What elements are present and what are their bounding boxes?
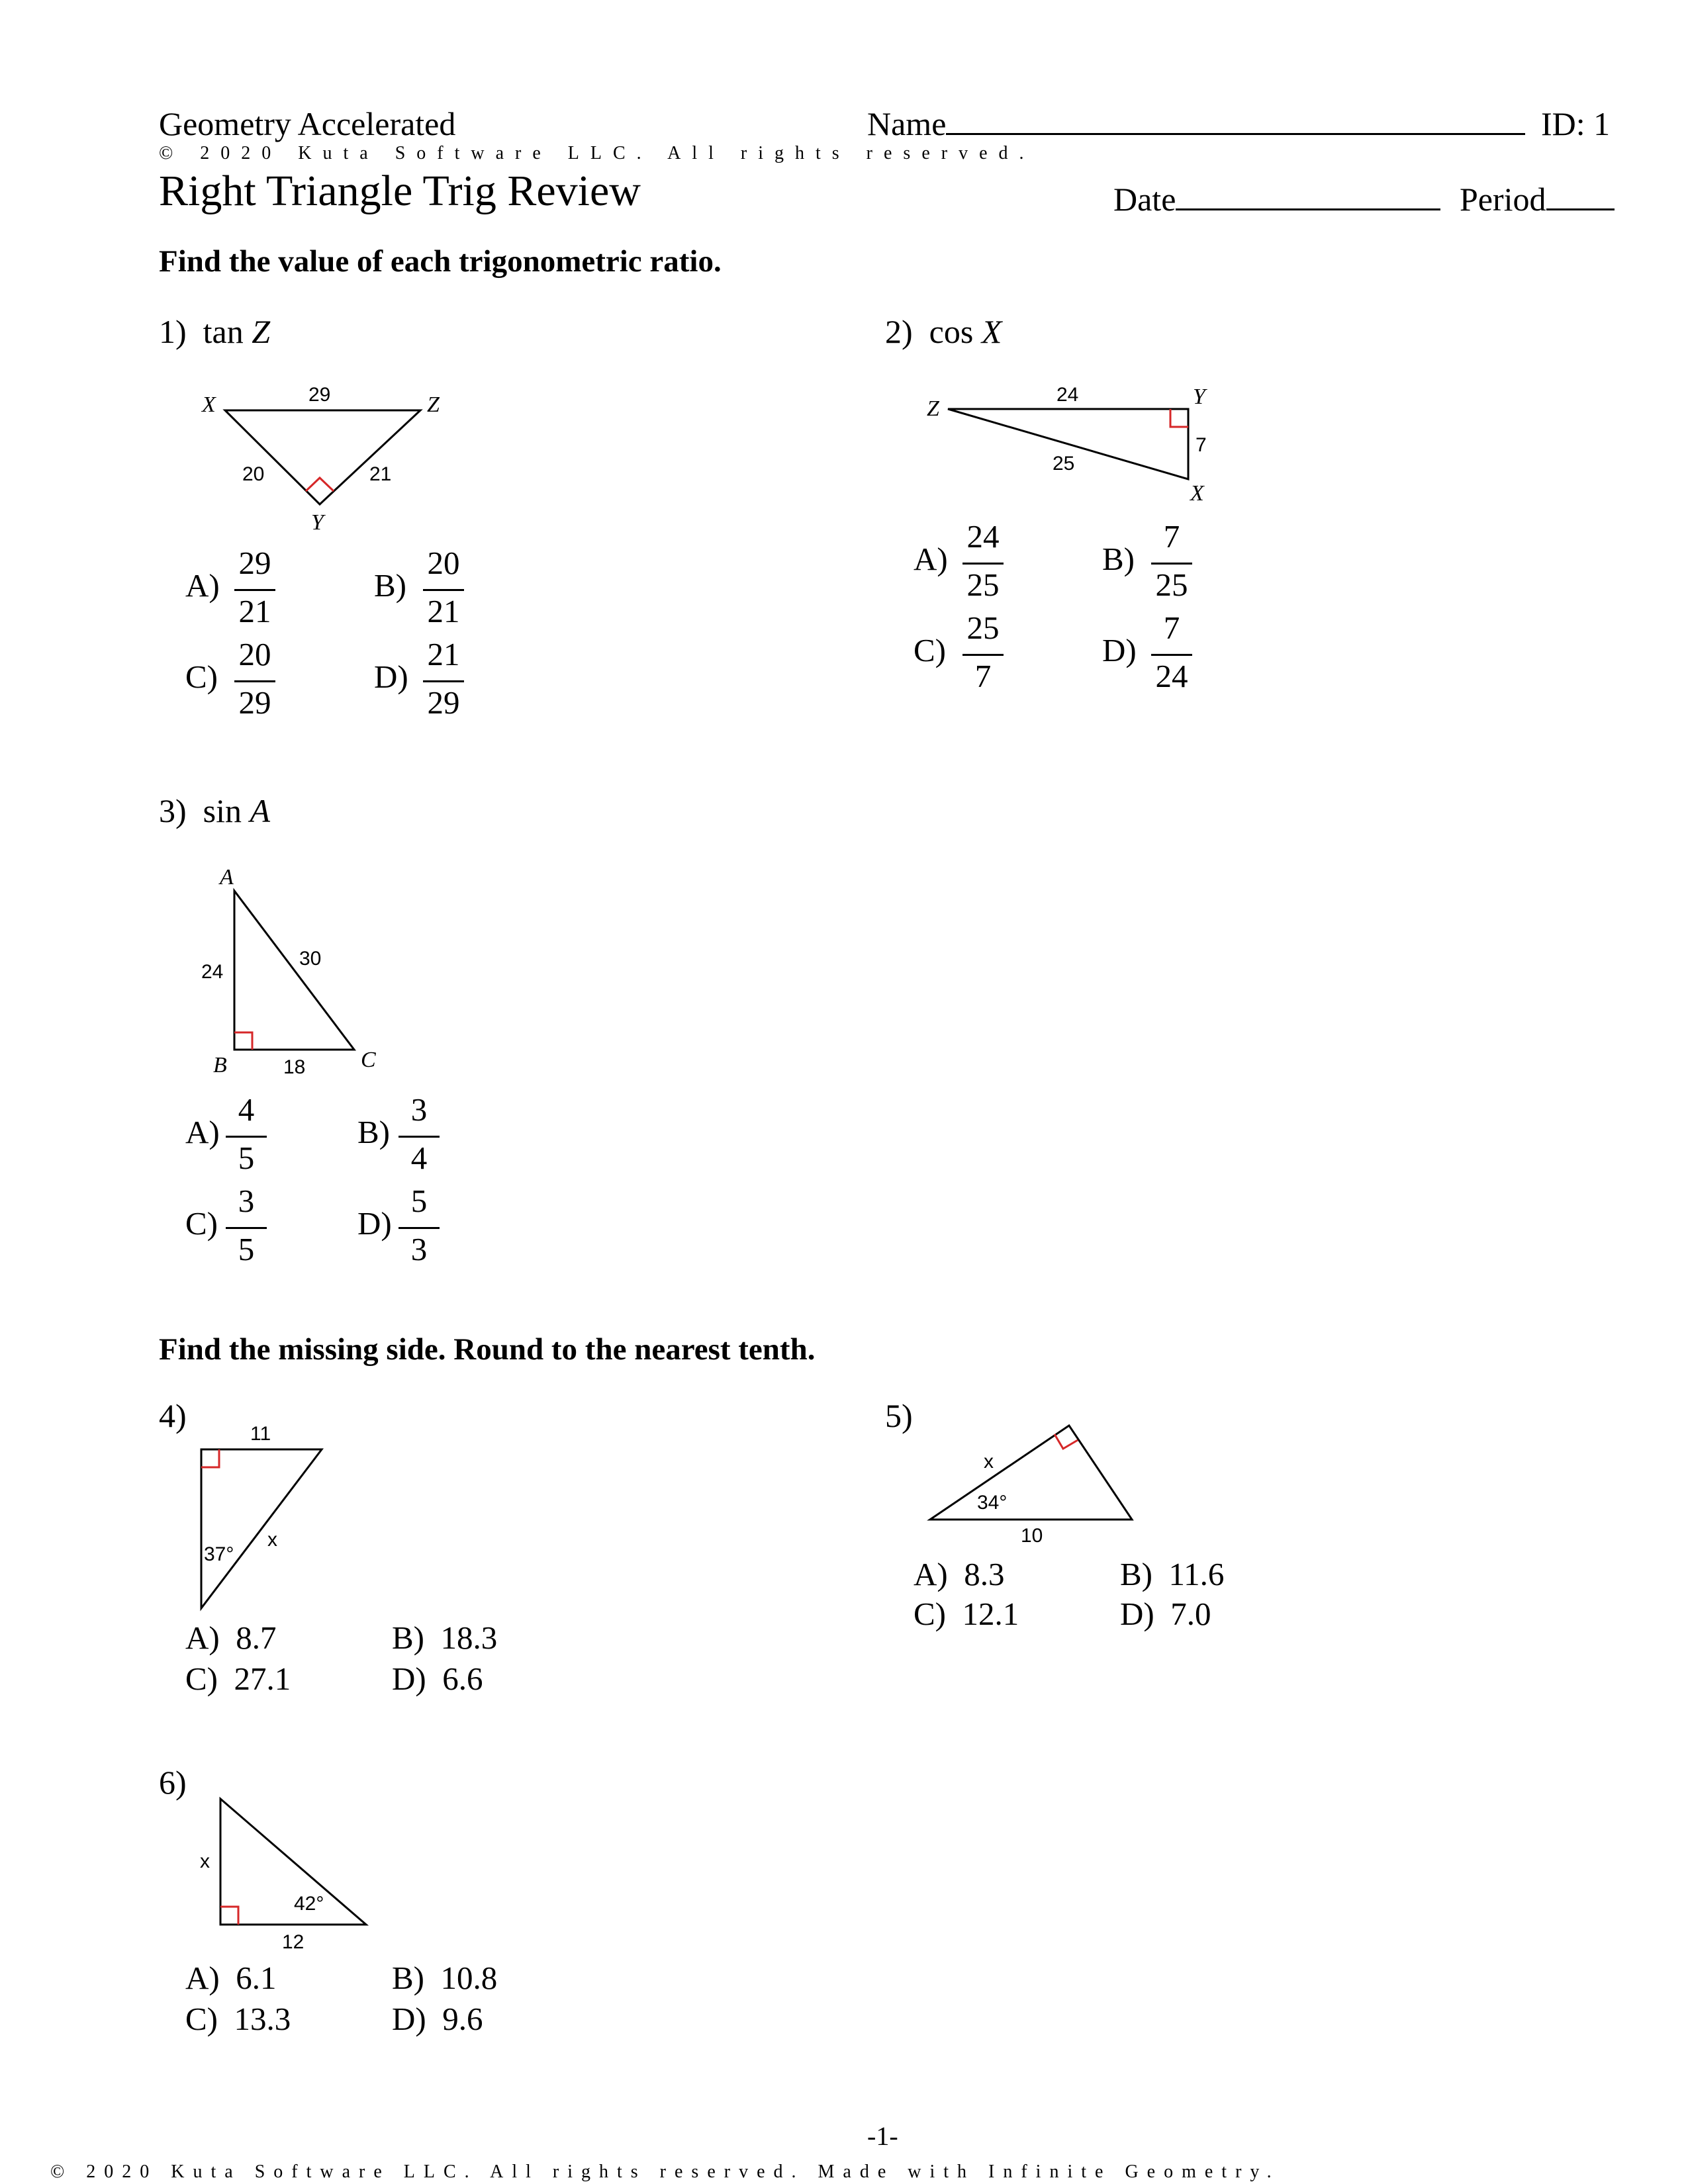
date-label: Date [1113, 181, 1176, 218]
choice-value: 11.6 [1168, 1556, 1225, 1592]
choice-letter[interactable]: B) [1102, 541, 1135, 577]
denominator: 25 [966, 567, 1000, 603]
section-instruction: Find the value of each trigonometric ratio. [159, 244, 722, 279]
question-number: 1) [159, 313, 187, 350]
vertex-label: Y [311, 510, 324, 535]
denominator: 21 [238, 593, 271, 629]
choice-letter[interactable]: D) [1102, 632, 1137, 668]
answer-choice[interactable] [392, 2003, 483, 2035]
denominator: 5 [238, 1231, 255, 1267]
angle-variable: X [981, 313, 1002, 350]
numerator: 29 [238, 545, 271, 581]
side-label: 11 [250, 1423, 271, 1445]
denominator: 7 [974, 658, 992, 694]
section-instruction: Find the missing side. Round to the nearest tenth. [159, 1332, 816, 1367]
numerator: 4 [238, 1091, 255, 1128]
side-label: 21 [369, 463, 392, 485]
choice-letter[interactable]: C) [185, 1205, 218, 1242]
question-number: 3) [159, 792, 187, 829]
choice-letter: D) [1120, 1596, 1154, 1632]
angle-label: 34° [977, 1492, 1008, 1514]
denominator: 29 [427, 684, 460, 721]
question-number: 4) [159, 1397, 187, 1434]
numerator: 20 [238, 636, 271, 672]
side-label: 29 [308, 384, 331, 406]
numerator: 21 [427, 636, 460, 672]
triangle [220, 1799, 366, 1925]
side-label: 7 [1196, 434, 1207, 456]
vertex-label: X [1190, 481, 1204, 506]
trig-function: tan [203, 313, 244, 350]
choice-value: 27.1 [234, 1661, 291, 1697]
choice-value: 6.1 [236, 1960, 277, 1996]
denominator: 5 [238, 1140, 255, 1176]
answer-choice[interactable] [185, 1962, 276, 1994]
unknown-side-label: x [200, 1850, 210, 1872]
denominator: 21 [427, 593, 460, 629]
choice-letter[interactable]: B) [374, 567, 406, 604]
denominator: 25 [1155, 567, 1188, 603]
vertex-label: Y [1193, 385, 1205, 409]
vertex-label: A [220, 865, 234, 889]
trig-function: cos [929, 313, 974, 350]
numerator: 3 [410, 1091, 428, 1128]
side-label: 25 [1053, 453, 1075, 475]
period-label: Period [1460, 181, 1546, 218]
numerator: 25 [966, 610, 1000, 646]
trig-function: sin [203, 792, 242, 829]
unknown-side-label: x [984, 1451, 994, 1473]
choice-value: 12.1 [962, 1596, 1019, 1632]
numerator: 24 [966, 518, 1000, 555]
question-number: 5) [885, 1397, 913, 1434]
footer-copyright: © 2020 Kuta Software LLC. All rights reserved. Made with Infinite Geometry. [50, 2161, 1280, 2182]
choice-letter: A) [185, 1619, 220, 1656]
vertex-label: Z [427, 392, 440, 417]
course-name: Geometry Accelerated [159, 105, 456, 142]
choice-letter: C) [185, 1661, 218, 1697]
worksheet-title: Right Triangle Trig Review [159, 167, 641, 215]
side-label: 10 [1021, 1525, 1043, 1547]
denominator: 29 [238, 684, 271, 721]
numerator: 7 [1163, 518, 1180, 555]
vertex-label: Z [927, 396, 939, 421]
numerator: 3 [238, 1183, 255, 1219]
vertex-label: C [361, 1048, 376, 1072]
unknown-side-label: x [267, 1529, 277, 1551]
choice-value: 18.3 [440, 1619, 498, 1656]
choice-letter[interactable]: A) [914, 541, 948, 577]
choice-letter: C) [185, 2001, 218, 2037]
choice-value: 13.3 [234, 2001, 291, 2037]
side-label: 24 [201, 961, 224, 983]
choice-letter: B) [392, 1619, 424, 1656]
choice-letter: B) [1120, 1556, 1152, 1592]
right-angle-marker [220, 1907, 238, 1925]
side-label: 20 [242, 463, 265, 485]
angle-variable: Z [252, 313, 271, 350]
choice-letter: C) [914, 1596, 946, 1632]
choice-letter: B) [392, 1960, 424, 1996]
side-label: 12 [282, 1931, 305, 1953]
name-label: Name [867, 105, 947, 142]
choice-letter: D) [392, 2001, 426, 2037]
question-number: 6) [159, 1764, 187, 1801]
numerator: 7 [1163, 610, 1180, 646]
side-label: 30 [299, 948, 322, 970]
choice-value: 8.3 [964, 1556, 1005, 1592]
choice-letter[interactable]: B) [357, 1114, 390, 1150]
choice-value: 7.0 [1170, 1596, 1211, 1632]
question-number: 2) [885, 313, 913, 350]
choice-letter: A) [914, 1556, 948, 1592]
choice-value: 10.8 [440, 1960, 498, 1996]
angle-label: 42° [294, 1893, 324, 1915]
side-label: 18 [283, 1056, 306, 1078]
choice-letter: A) [185, 1960, 220, 1996]
denominator: 4 [410, 1140, 428, 1176]
vertex-label: X [202, 392, 216, 417]
choice-value: 9.6 [442, 2001, 483, 2037]
choice-letter[interactable]: A) [185, 1114, 220, 1150]
choice-letter[interactable]: D) [357, 1205, 392, 1242]
denominator: 3 [410, 1231, 428, 1267]
header-copyright: © 2020 Kuta Software LLC. All rights reserved. [159, 143, 1035, 163]
answer-choice[interactable] [392, 1962, 497, 1994]
numerator: 20 [427, 545, 460, 581]
denominator: 24 [1155, 658, 1188, 694]
side-label: 24 [1056, 384, 1079, 406]
choice-value: 6.6 [442, 1661, 483, 1697]
numerator: 5 [410, 1183, 428, 1219]
vertex-label: B [213, 1053, 227, 1077]
choice-value: 8.7 [236, 1619, 277, 1656]
id-label: ID: 1 [1541, 105, 1611, 142]
angle-label: 37° [204, 1543, 234, 1565]
choice-letter: D) [392, 1661, 426, 1697]
choice-letter[interactable]: C) [914, 632, 946, 668]
choice-letter[interactable]: C) [185, 659, 218, 695]
choice-letter[interactable]: D) [374, 659, 408, 695]
angle-variable: A [250, 792, 271, 829]
page-number: -1- [867, 2121, 898, 2151]
answer-choice[interactable] [185, 2003, 291, 2035]
choice-letter[interactable]: A) [185, 567, 220, 604]
